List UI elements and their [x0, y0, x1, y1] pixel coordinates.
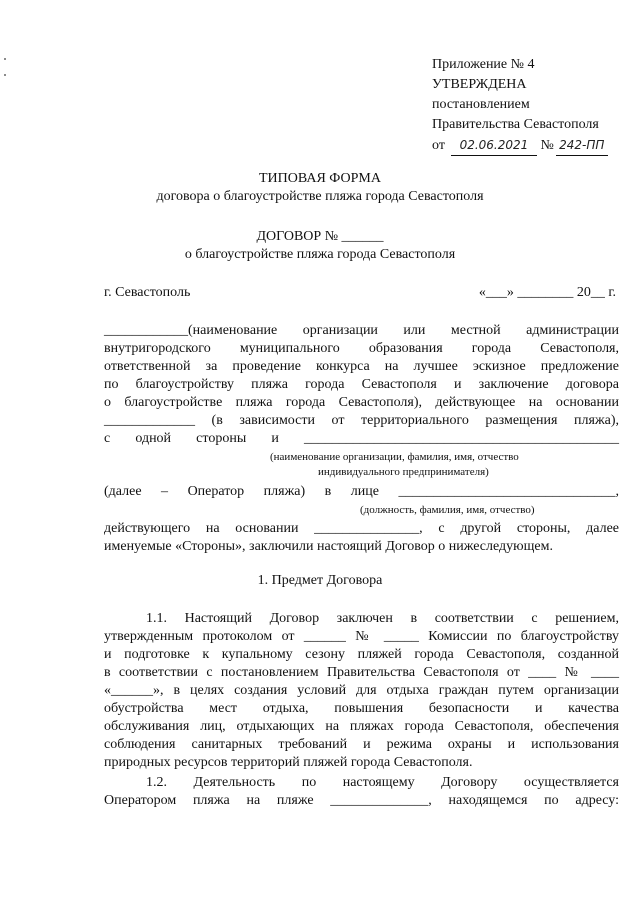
resolution-label: постановлением — [432, 97, 530, 112]
form-title: ТИПОВАЯ ФОРМА — [259, 171, 381, 186]
preamble-line: действующего на основании _______________, с другой стороны, далее — [104, 521, 619, 536]
note-organization: (наименование организации, фамилия, имя, отчество — [270, 451, 519, 463]
section-title: 1. Предмет Договора — [257, 573, 383, 588]
preamble-line: ____________(наименование организации или местной администрации — [104, 323, 619, 338]
contract-subtitle: о благоустройстве пляжа города Севастополя — [184, 247, 456, 262]
contract-title: ДОГОВОР № ______ — [256, 229, 384, 244]
handwritten-number: 242-ПП — [556, 135, 608, 156]
resolution-date-line — [432, 135, 632, 156]
clause-line: и подготовке к купальному сезону пляжей города Севастополя, созданной — [104, 647, 619, 662]
preamble-line: _____________ (в зависимости от территориального размещения пляжа), — [104, 413, 619, 428]
preamble-line: именуемые «Стороны», заключили настоящий Договор о нижеследующем. — [104, 539, 553, 554]
preamble-line: о благоустройстве пляжа города Севастополя), действующее на основании — [104, 395, 619, 410]
note-entrepreneur: индивидуального предпринимателя) — [318, 466, 489, 478]
form-subtitle: договора о благоустройстве пляжа города Севастополя — [156, 189, 484, 204]
clause-1-1 — [104, 610, 619, 772]
preamble-line: по благоустройству пляжа города Севастополя и заключение договора — [104, 377, 619, 392]
preamble-line: внутригородского муниципального образования города Севастополя, — [104, 341, 619, 356]
contract-city: г. Севастополь — [104, 285, 191, 300]
appendix-number: Приложение № 4 — [432, 57, 535, 72]
number-label: № — [540, 138, 554, 153]
clause-line: обслуживания лиц, отдыхающих на пляжах города Севастополя, обеспечения — [104, 719, 619, 734]
note-position: (должность, фамилия, имя, отчество) — [360, 504, 535, 516]
handwritten-date: 02.06.2021 — [451, 135, 537, 156]
scan-speck — [4, 74, 6, 76]
approved-label: УТВЕРЖДЕНА — [432, 77, 527, 92]
preamble-representative — [104, 483, 619, 501]
clause-line: «______», в целях создания условий для отдыха граждан путем организации — [104, 683, 619, 698]
clause-line: в соответствии с постановлением Правительства Севастополя от ____ № ____ — [104, 665, 619, 680]
clause-line: утвержденным протоколом от ______ № _____ Комиссии по благоустройству — [104, 629, 619, 644]
clause-1-2 — [104, 774, 619, 810]
scan-speck — [4, 58, 6, 60]
preamble-line: (далее – Оператор пляжа) в лице _______________________________, — [104, 484, 619, 499]
preamble-line: ответственной за проведение конкурса на лучшее эскизное предложение — [104, 359, 619, 374]
approval-stamp-block — [432, 55, 632, 156]
clause-line: соблюдения санитарных требований и режима охраны и использования — [104, 737, 619, 752]
clause-line: 1.1. Настоящий Договор заключен в соответствии с решением, — [146, 611, 619, 626]
clause-line: 1.2. Деятельность по настоящему Договору осуществляется — [146, 775, 619, 790]
from-label: от — [432, 138, 445, 153]
preamble-line: с одной стороны и _____________________________________________ — [104, 431, 619, 446]
clause-line: обустройства мест отдыха, повышения безопасности и качества — [104, 701, 619, 716]
clause-line: Оператором пляжа на пляже ______________, находящемся по адресу: — [104, 793, 619, 808]
preamble — [104, 322, 619, 448]
contract-date: «___» ________ 20__ г. — [478, 285, 616, 300]
government-name: Правительства Севастополя — [432, 117, 599, 132]
preamble-end — [104, 520, 619, 556]
clause-line: природных ресурсов территорий пляжей города Севастополя. — [104, 755, 473, 770]
